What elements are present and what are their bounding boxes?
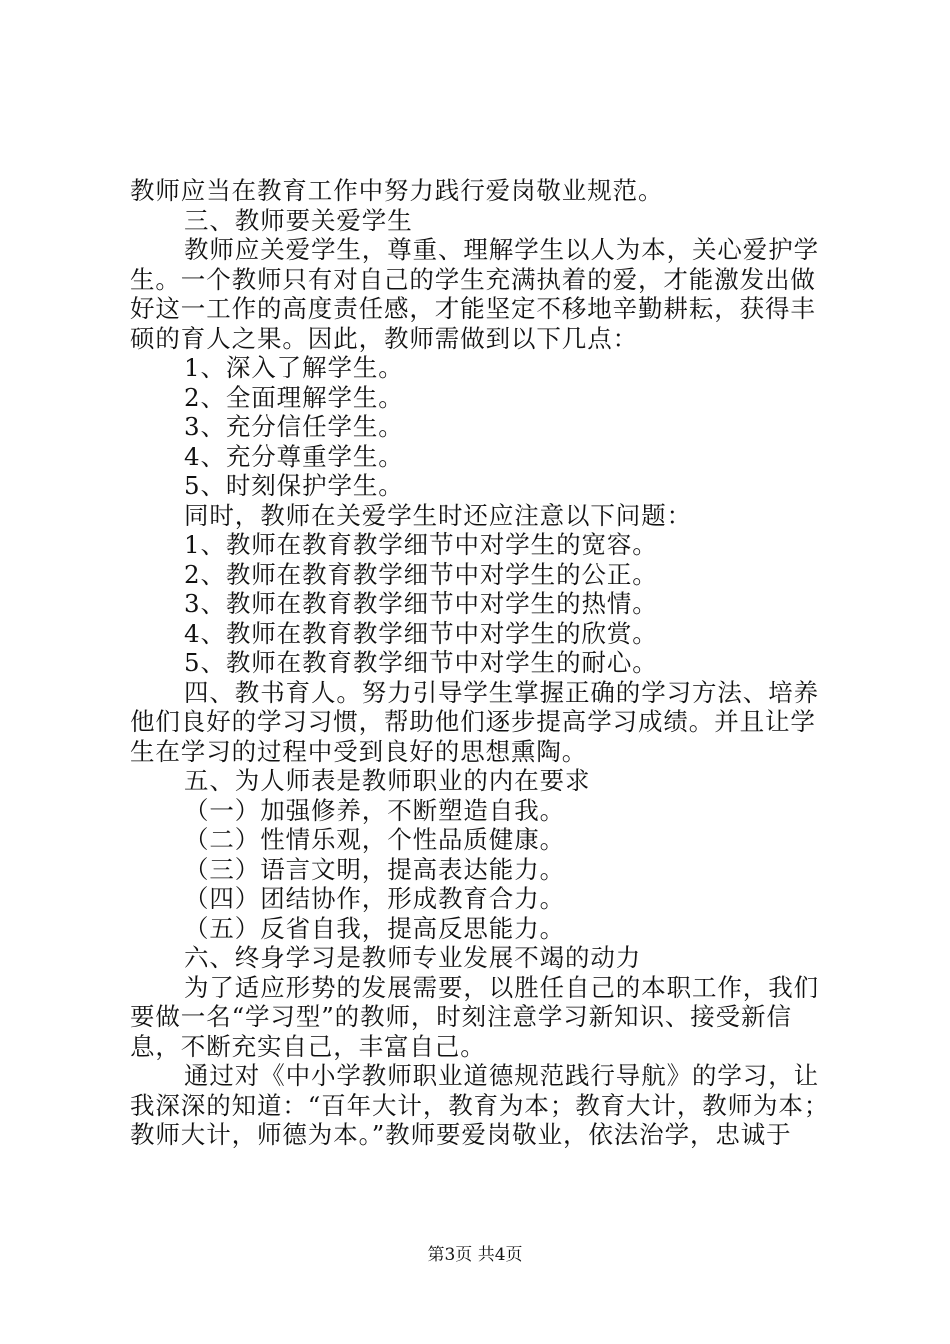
text-line: 同时，教师在关爱学生时还应注意以下问题： bbox=[184, 500, 692, 530]
text-line: （一）加强修养，不断塑造自我。 bbox=[184, 795, 565, 825]
text-line: 2、全面理解学生。 bbox=[184, 382, 404, 412]
text-line: 1、深入了解学生。 bbox=[184, 353, 404, 382]
text-line: 生。一个教师只有对自己的学生充满执着的爱，才能激发出做 bbox=[130, 264, 816, 294]
text-line: 为了适应形势的发展需要，以胜任自己的本职工作，我们 bbox=[184, 972, 819, 1002]
text-line: 五、为人师表是教师职业的内在要求 bbox=[184, 766, 591, 795]
text-line: 四、教书育人。努力引导学生掌握正确的学习方法、培养 bbox=[184, 677, 819, 707]
text-line: 息，不断充实自己，丰富自己。 bbox=[130, 1031, 486, 1061]
text-line: 教师应关爱学生，尊重、理解学生以人为本，关心爱护学 bbox=[184, 235, 819, 264]
text-line: （三）语言文明，提高表达能力。 bbox=[184, 854, 565, 884]
text-line: （二）性情乐观，个性品质健康。 bbox=[184, 825, 565, 854]
text-line: 六、终身学习是教师专业发展不竭的动力 bbox=[184, 943, 642, 972]
text-line: 教师应当在教育工作中努力践行爱岗敬业规范。 bbox=[130, 176, 664, 205]
text-line: 硕的育人之果。因此，教师需做到以下几点： bbox=[130, 323, 638, 353]
text-line: 生在学习的过程中受到良好的思想熏陶。 bbox=[130, 736, 588, 766]
text-line: 2、教师在教育教学细节中对学生的公正。 bbox=[184, 559, 658, 589]
page-footer: 第3页 共4页 bbox=[427, 1245, 523, 1265]
text-line: 教师大计，师德为本。”教师要爱岗敬业，依法治学，忠诚于 bbox=[130, 1120, 792, 1149]
text-line: 5、教师在教育教学细节中对学生的耐心。 bbox=[184, 648, 658, 677]
text-line: 好这一工作的高度责任感，才能坚定不移地辛勤耕耘，获得丰 bbox=[130, 294, 816, 323]
text-line: 1、教师在教育教学细节中对学生的宽容。 bbox=[184, 530, 658, 559]
text-line: 4、教师在教育教学细节中对学生的欣赏。 bbox=[184, 618, 658, 648]
text-line: （四）团结协作，形成教育合力。 bbox=[184, 884, 565, 913]
document-body bbox=[130, 176, 850, 1150]
text-line: 3、充分信任学生。 bbox=[184, 412, 404, 441]
text-line: （五）反省自我，提高反思能力。 bbox=[184, 913, 565, 943]
text-line: 3、教师在教育教学细节中对学生的热情。 bbox=[184, 589, 658, 618]
text-line: 他们良好的学习习惯，帮助他们逐步提高学习成绩。并且让学 bbox=[130, 707, 816, 736]
text-line: 4、充分尊重学生。 bbox=[184, 441, 404, 471]
text-line: 通过对《中小学教师职业道德规范践行导航》的学习，让 bbox=[184, 1061, 819, 1090]
text-line: 要做一名“学习型”的教师，时刻注意学习新知识、接受新信 bbox=[130, 1002, 792, 1031]
text-line: 我深深的知道：“百年大计，教育为本；教育大计，教师为本； bbox=[130, 1090, 830, 1120]
text-line: 三、教师要关爱学生 bbox=[184, 205, 413, 235]
text-line: 5、时刻保护学生。 bbox=[184, 471, 404, 500]
